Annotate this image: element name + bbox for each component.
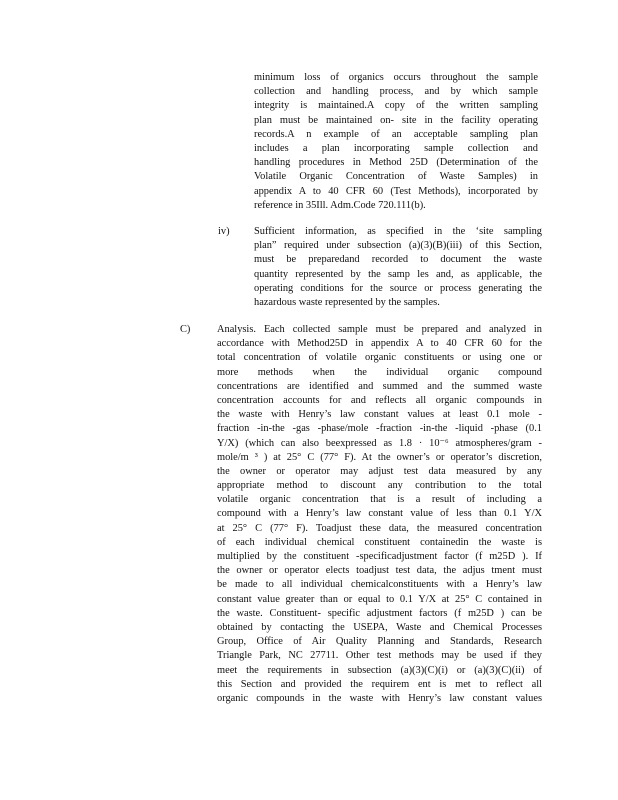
text-line: Triangle Park, NC 27711. Other test methods may be used if they bbox=[217, 650, 542, 662]
text-line: Sufficient information, as specified in the ‘site sampling bbox=[254, 226, 542, 237]
text-line: this Section and provided the requirem ent is met to reflect all bbox=[217, 678, 542, 690]
text-line: volatile organic concentration that is a result of including a bbox=[217, 494, 542, 506]
text-line: accordance with Method25D in appendix A to 40 CFR 60 for the bbox=[217, 338, 542, 350]
text-line: includes a plan incorporating sample collection and bbox=[254, 142, 538, 154]
text-line: more methods when the individual organic compound bbox=[217, 366, 542, 378]
text-line: of each individual chemical constituent containedin the waste is bbox=[217, 536, 542, 548]
text-line: quantity represented by the samp les and, as applicable, the bbox=[254, 268, 542, 280]
text-line: constant value greater than or equal to 0.1 Y/X at 25° C contained in bbox=[217, 593, 542, 605]
text-line: fraction -in-the -gas -phase/mole -fraction -in-the -liquid -phase (0.1 bbox=[217, 423, 542, 435]
text-line: plan” required under subsection (a)(3)(B)(iii) of this Section, bbox=[254, 240, 542, 252]
text-line: plan must be maintained on- site in the facility operating bbox=[254, 114, 538, 126]
item-marker-c: C) bbox=[180, 324, 191, 335]
text-line: be made to all individual chemicalconstituents with a Henry’s law bbox=[217, 579, 542, 591]
text-line: appropriate method to discount any contribution to the total bbox=[217, 480, 542, 492]
paragraph-c-analysis bbox=[217, 323, 542, 706]
text-line: multiplied by the constituent -specificadjustment factor (f m25D ). If bbox=[217, 551, 542, 562]
text-line: minimum loss of organics occurs throughout the sample bbox=[254, 72, 538, 83]
text-line: collection and handling process, and by which sample bbox=[254, 86, 538, 98]
text-line: appendix A to 40 CFR 60 (Test Methods), incorporated by bbox=[254, 185, 538, 197]
text-line: Volatile Organic Concentration of Waste Samples) in bbox=[254, 171, 538, 183]
text-line: mole/m ³ ) at 25° C (77° F). At the owner’s or operator’s discretion, bbox=[217, 451, 542, 463]
text-line: concentrations are identified and summed and the summed waste bbox=[217, 380, 542, 392]
text-line: the waste. Constituent- specific adjustment factors (f m25D ) can be bbox=[217, 607, 542, 619]
text-line: obtained by contacting the USEPA, Waste and Chemical Processes bbox=[217, 621, 542, 633]
text-line: concentration accounts for and reflects all organic compounds in bbox=[217, 394, 542, 406]
text-line: at 25° C (77° F). Toadjust these data, the measured concentration bbox=[217, 522, 542, 534]
text-line: records.A n example of an acceptable sampling plan bbox=[254, 128, 538, 140]
text-line: hazardous waste represented by the samples. bbox=[254, 296, 440, 308]
paragraph-a-continuation bbox=[254, 71, 538, 213]
text-line: the waste with Henry’s law constant values at least 0.1 mole - bbox=[217, 409, 542, 421]
text-line: Analysis. Each collected sample must be prepared and analyzed in bbox=[217, 324, 542, 335]
text-line: must be preparedand recorded to document the waste bbox=[254, 254, 542, 266]
text-line: organic compounds in the waste with Henry’s law constant values bbox=[217, 692, 542, 704]
text-line: compound with a Henry’s law constant value of less than 0.1 Y/X bbox=[217, 508, 542, 520]
text-line: total concentration of volatile organic constituents or using one or bbox=[217, 352, 542, 364]
text-line: the owner or operator elects toadjust test data, the adjus tment must bbox=[217, 565, 542, 577]
text-line: Group, Office of Air Quality Planning and Standards, Research bbox=[217, 636, 542, 648]
text-line: the owner or operator may adjust test data measured by any bbox=[217, 465, 542, 477]
text-line: integrity is maintained.A copy of the written sampling bbox=[254, 100, 538, 112]
text-line: meet the requirements in subsection (a)(3)(C)(i) or (a)(3)(C)(ii) of bbox=[217, 664, 542, 676]
text-line: operating conditions for the source or process generating the bbox=[254, 282, 542, 294]
text-line: Y/X) (which can also beexpressed as 1.8 · 10⁻⁶ atmospheres/gram - bbox=[217, 437, 542, 449]
text-line: reference in 35Ill. Adm.Code 720.111(b). bbox=[254, 199, 426, 211]
text-line: handling procedures in Method 25D (Determination of the bbox=[254, 157, 538, 169]
paragraph-iv bbox=[254, 225, 542, 310]
item-marker-iv: iv) bbox=[218, 226, 230, 237]
